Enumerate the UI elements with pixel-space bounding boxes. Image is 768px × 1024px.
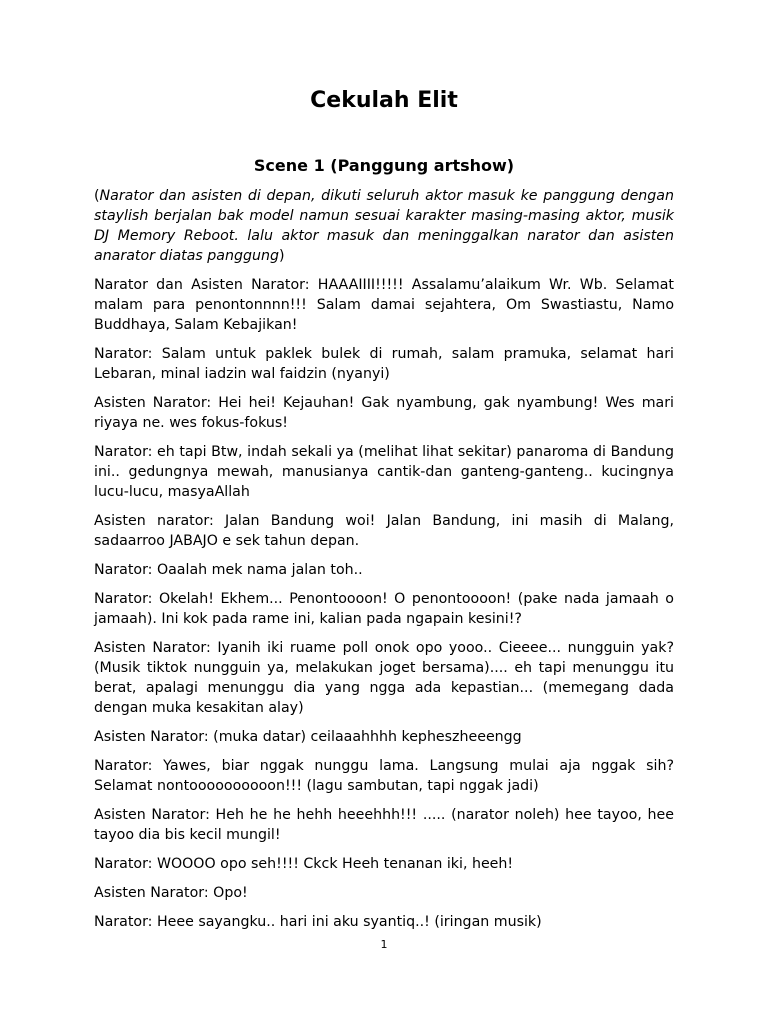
dialogue-line: Narator: Oaalah mek nama jalan toh.. [94,562,363,578]
dialogue-line: Asisten Narator: Hei hei! Kejauhan! Gak nyambung, gak nyambung! Wes mari riyaya ne. wes fokus-fokus! [94,395,674,431]
dialogue-line: Asisten Narator: (muka datar) ceilaaahhhh kepheszheeengg [94,729,522,745]
dialogue-line: Asisten Narator: Heh he he hehh heeehhh!!! ..... (narator noleh) hee tayoo, hee tayoo dia bis kecil mungil! [94,807,674,843]
stage-direction-open: ( [94,188,100,204]
dialogue-line: Narator dan Asisten Narator: HAAAIIII!!!!! Assalamu’alaikum Wr. Wb. Selamat malam para penontonnnn!!! Salam damai sejahtera, Om Swastiastu, Namo Buddhaya, Salam Kebajikan! [94,277,674,333]
stage-direction [94,186,674,266]
dialogue-line: Narator: WOOOO opo seh!!!! Ckck Heeh tenanan iki, heeh! [94,856,514,872]
dialogue-line: Asisten narator: Jalan Bandung woi! Jalan Bandung, ini masih di Malang, sadaarroo JABAJO e sek tahun depan. [94,513,674,549]
dialogue-line: Asisten Narator: Opo! [94,885,248,901]
page-number: 1 [380,938,388,951]
dialogue-line: Narator: Okelah! Ekhem... Penontoooon! O penontoooon! (pake nada jamaah o jamaah). Ini kok pada rame ini, kalian pada ngapain kesini!? [94,591,674,627]
document-title: Cekulah Elit [310,88,458,113]
dialogue-line: Narator: eh tapi Btw, indah sekali ya (melihat lihat sekitar) panaroma di Bandung ini.. gedungnya mewah, manusianya cantik-dan ganteng-ganteng.. kucingnya lucu-lucu, masyaAllah [94,444,674,500]
script-body [94,186,674,941]
dialogue-line: Narator: Salam untuk paklek bulek di rumah, salam pramuka, selamat hari Lebaran, minal iadzin wal faidzin (nyanyi) [94,346,674,382]
dialogue-line: Narator: Heee sayangku.. hari ini aku syantiq..! (iringan musik) [94,914,542,930]
scene-heading: Scene 1 (Panggung artshow) [253,156,515,175]
dialogue-line: Asisten Narator: Iyanih iki ruame poll onok opo yooo.. Cieeee... nungguin yak? (Musik tiktok nungguin ya, melakukan joget bersama).... eh tapi menunggu itu berat, apalagi menunggu dia yang ngga ada kepastian... (memegang dada dengan muka kesakitan alay) [94,640,674,716]
stage-direction-text: Narator dan asisten di depan, dikuti seluruh aktor masuk ke panggung dengan staylish berjalan bak model namun sesuai karakter masing-masing aktor, musik DJ Memory Reboot. lalu aktor masuk dan meninggalkan narator dan asisten anarator diatas panggung [94,188,674,264]
dialogue-line: Narator: Yawes, biar nggak nunggu lama. Langsung mulai aja nggak sih? Selamat nontoooooooooon!!! (lagu sambutan, tapi nggak jadi) [94,758,674,794]
stage-direction-close: ) [279,248,285,264]
